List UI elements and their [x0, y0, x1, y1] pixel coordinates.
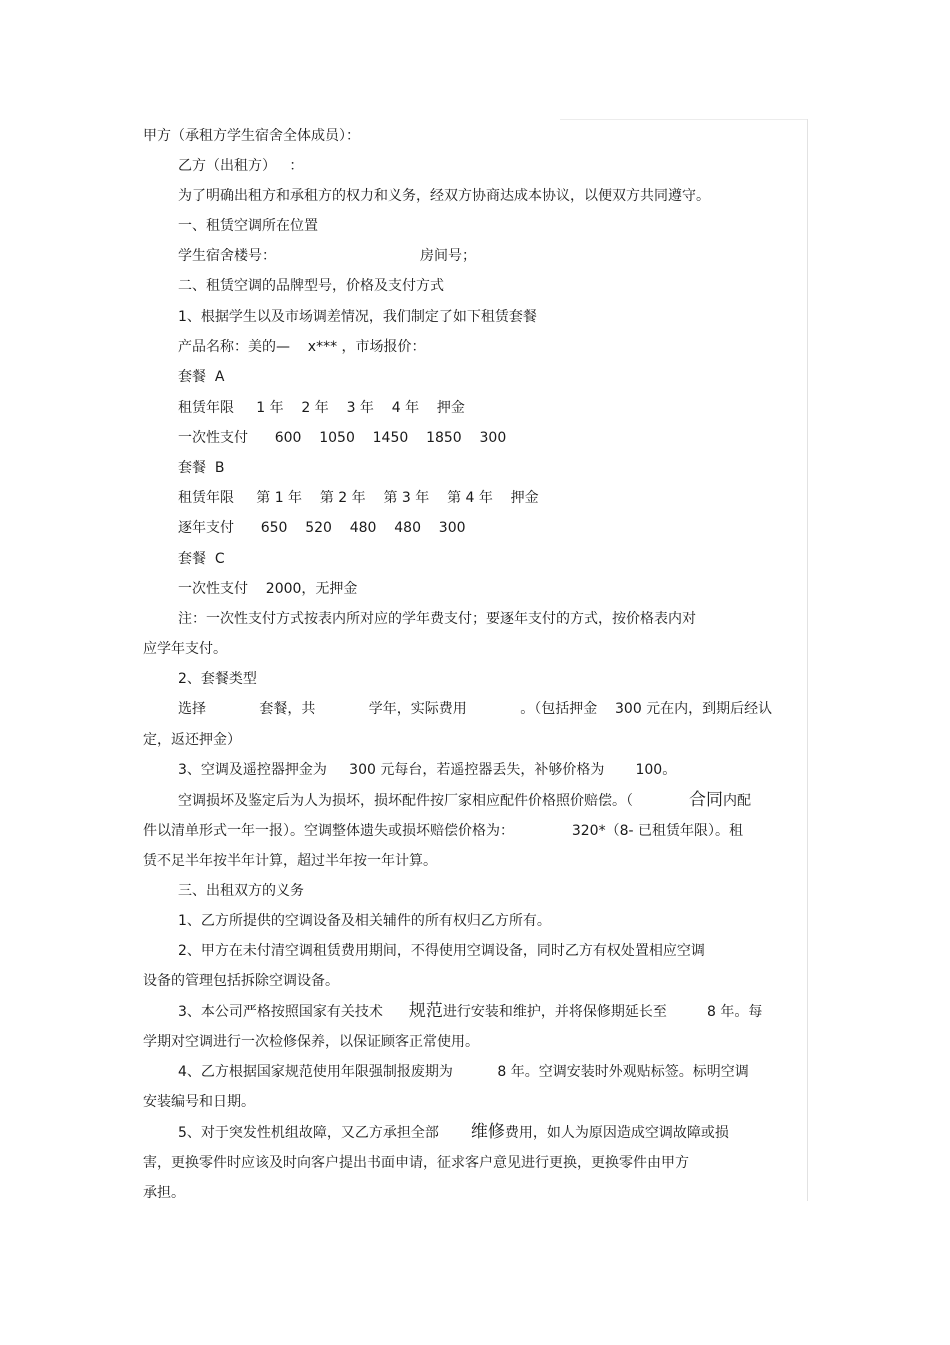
damage-line-1-tail: 内配	[723, 793, 751, 809]
product-name-line: 产品名称：美的— x*** ，市场报价：	[178, 339, 426, 355]
standard-word: 规范	[408, 1001, 443, 1021]
package-b-header: 租赁年限 第 1 年 第 2 年 第 3 年 第 4 年 押金	[178, 490, 539, 506]
section-3-item-3-line-2: 学期对空调进行一次检修保养，以保证顾客正常使用。	[143, 1034, 479, 1050]
section-3-title: 三、出租双方的义务	[178, 883, 304, 899]
note-line-2: 应学年支付。	[143, 641, 227, 657]
item-3-text-a: 3、本公司严格按照国家有关技术	[178, 1004, 383, 1020]
section-3-item-5-line-2: 害，更换零件时应该及时向客户提出书面申请，征求客户意见进行更换，更换零件由甲方	[143, 1155, 689, 1171]
package-b-title: 套餐 B	[178, 460, 225, 476]
section-3-item-3-line-1	[178, 1000, 762, 1022]
dorm-building-label: 学生宿舍楼号：	[178, 248, 276, 264]
package-c-title: 套餐 C	[178, 551, 225, 567]
section-3-item-5-line-3: 承担。	[143, 1185, 185, 1201]
section-3-item-4-line-1: 4、乙方根据国家规范使用年限强制报废期为 8 年。空调安装时外观贴标签。标明空调	[178, 1064, 749, 1080]
section-3-item-5-line-1	[178, 1121, 729, 1143]
note-line-1: 注：一次性支付方式按表内所对应的学年费支付；要逐年支付的方式，按价格表内对	[178, 611, 696, 627]
page-border-right	[807, 119, 808, 1201]
section-2-item-2: 2、套餐类型	[178, 671, 257, 687]
contract-word: 合同	[689, 790, 723, 810]
maintenance-word: 维修	[470, 1122, 505, 1142]
page-border-top	[560, 119, 808, 120]
section-3-item-2-line-1: 2、甲方在未付清空调租赁费用期间，不得使用空调设备，同时乙方有权处置相应空调	[178, 943, 705, 959]
package-a-values: 一次性支付 600 1050 1450 1850 300	[178, 430, 507, 446]
room-number-label: 房间号；	[420, 248, 476, 264]
choose-line-1: 选择 套餐，共 学年，实际费用 。（包括押金 300 元在内，到期后经认	[178, 701, 773, 717]
section-3-item-4-line-2: 安装编号和日期。	[143, 1094, 255, 1110]
section-1-title: 一、租赁空调所在位置	[178, 218, 318, 234]
intro-paragraph: 为了明确出租方和承租方的权力和义务，经双方协商达成本协议，以便双方共同遵守。	[178, 188, 710, 204]
section-2-item-1: 1、根据学生以及市场调差情况，我们制定了如下租赁套餐	[178, 309, 537, 325]
package-c-values: 一次性支付 2000，无押金	[178, 581, 358, 597]
damage-line-2: 件以清单形式一年一报）。空调整体遗失或损坏赔偿价格为： 320*（8- 已租赁年限）。租	[143, 823, 743, 839]
damage-line-3: 赁不足半年按半年计算，超过半年按一年计算。	[143, 853, 437, 869]
section-3-item-1: 1、乙方所提供的空调设备及相关辅件的所有权归乙方所有。	[178, 913, 551, 929]
section-3-item-2-line-2: 设备的管理包括拆除空调设备。	[143, 973, 339, 989]
package-a-header: 租赁年限 1 年 2 年 3 年 4 年 押金	[178, 400, 465, 416]
package-b-values: 逐年支付 650 520 480 480 300	[178, 520, 466, 536]
package-a-title: 套餐 A	[178, 369, 225, 385]
section-2-item-3: 3、空调及遥控器押金为 300 元每台，若遥控器丢失，补够价格为 100。	[178, 762, 677, 778]
damage-line-1-text: 空调损坏及鉴定后为人为损坏，损坏配件按厂家相应配件价格照价赔偿。（	[178, 793, 633, 809]
party-a-line: 甲方（承租方学生宿舍全体成员）：	[143, 128, 360, 144]
section-2-title: 二、租赁空调的品牌型号，价格及支付方式	[178, 278, 444, 294]
damage-line-1	[178, 789, 751, 811]
party-b-line: 乙方（出租方） ：	[178, 158, 304, 174]
choose-line-2: 定，返还押金）	[143, 732, 241, 748]
item-5-text-a: 5、对于突发性机组故障，又乙方承担全部	[178, 1125, 439, 1141]
item-3-text-c: 进行安装和维护，并将保修期延长至 8 年。每	[442, 1004, 763, 1020]
item-5-text-c: 费用，如人为原因造成空调故障或损	[504, 1125, 729, 1141]
